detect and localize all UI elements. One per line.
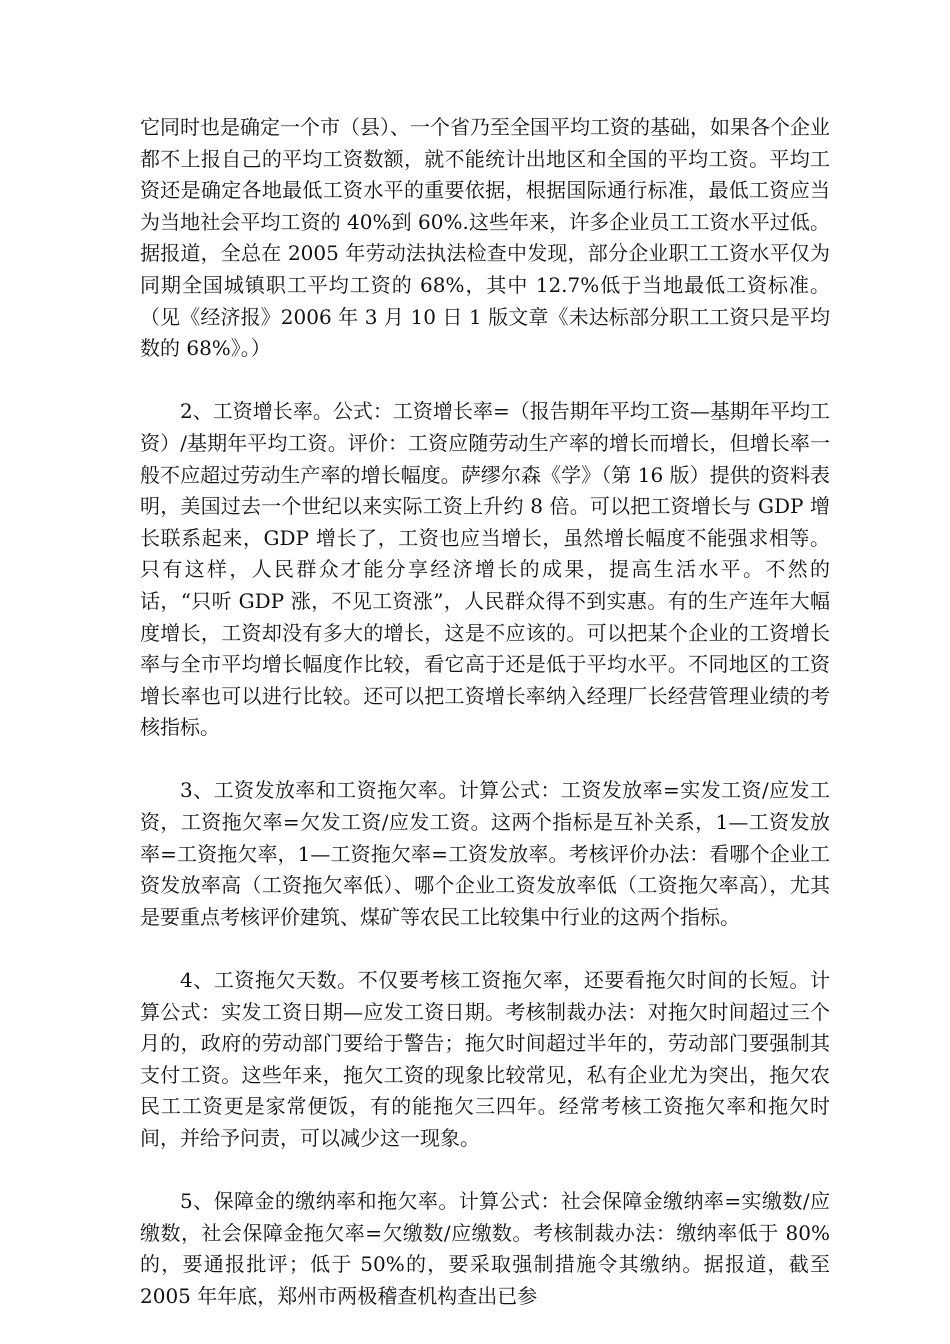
paragraph-wage-payment-rate: 3、工资发放率和工资拖欠率。计算公式：工资发放率=实发工资/应发工资，工资拖欠率=欠发工资/应发工资。这两个指标是互补关系，1—工资发放率=工资拖欠率，1—工资拖欠率=工资发放率。考核评价办法：看哪个企业工资发放率高（工资拖欠率低）、哪个企业工资发放率低（工资拖欠率高），尤其是要重点考核评价建筑、煤矿等农民工比较集中行业的这两个指标。 [140,778,830,929]
paragraph-wage-growth-rate: 2、工资增长率。公式：工资增长率=（报告期年平均工资—基期年平均工资）/基期年平均工资。评价：工资应随劳动生产率的增长而增长，但增长率一般不应超过劳动生产率的增长幅度。萨缪尔森《学》（第 16 版）提供的资料表明，美国过去一个世纪以来实际工资上升约 8 倍。可以把工资增长与 GDP 增长联系起来，GDP 增长了，工资也应当增长，虽然增长幅度不能强求相等。只有这样，人民群众才能分享经济增长的成果，提高生活水平。不然的话，“只听 GDP 涨，不见工资涨”，人民群众得不到实惠。有的生产连年大幅度增长，工资却没有多大的增长，这是不应该的。可以把某个企业的工资增长率与全市平均增长幅度作比较，看它高于还是低于平均水平。不同地区的工资增长率也可以进行比较。还可以把工资增长率纳入经理厂长经营管理业绩的考核指标。 [140,399,830,740]
paragraph-social-security-rate: 5、保障金的缴纳率和拖欠率。计算公式：社会保障金缴纳率=实缴数/应缴数，社会保障金拖欠率=欠缴数/应缴数。考核制裁办法：缴纳率低于 80%的，要通报批评；低于 50%的，要采取强制措施令其缴纳。据报道，截至 2005 年年底，郑州市两极稽查机构查出已参 [140,1189,830,1308]
paragraph-average-wage-continued: 它同时也是确定一个市（县）、一个省乃至全国平均工资的基础，如果各个企业都不上报自己的平均工资数额，就不能统计出地区和全国的平均工资。平均工资还是确定各地最低工资水平的重要依据，根据国际通行标准，最低工资应当为当地社会平均工资的 40%到 60%.这些年来，许多企业员工工资水平过低。据报道，全总在 2005 年劳动法执法检查中发现，部分企业职工工资水平仅为同期全国城镇职工平均工资的 68%，其中 12.7%低于当地最低工资标准。（见《经济报》2006 年 3 月 10 日 1 版文章《未达标部分职工工资只是平均数的 68%》。） [140,115,830,361]
paragraph-wage-arrears-days: 4、工资拖欠天数。不仅要考核工资拖欠率，还要看拖欠时间的长短。计算公式：实发工资日期—应发工资日期。考核制裁办法：对拖欠时间超过三个月的，政府的劳动部门要给于警告；拖欠时间超过半年的，劳动部门要强制其支付工资。这些年来，拖欠工资的现象比较常见，私有企业尤为突出，拖欠农民工工资更是家常便饭，有的能拖欠三四年。经常考核工资拖欠率和拖欠时间，并给予问责，可以减少这一现象。 [140,968,830,1150]
document-body [140,112,830,1313]
